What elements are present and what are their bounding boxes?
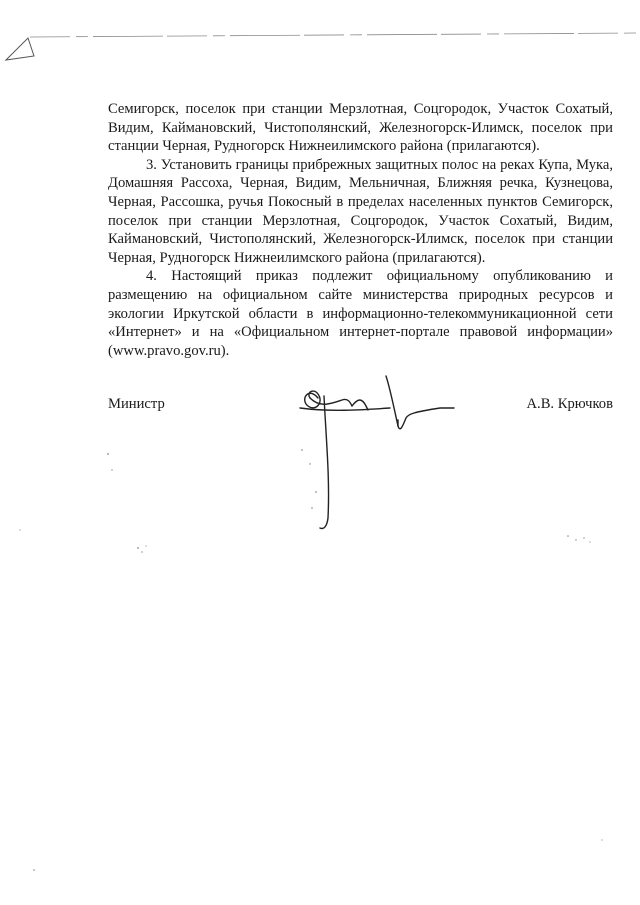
minister-position-label: Министр: [108, 396, 165, 412]
minister-name: А.В. Крючков: [526, 396, 613, 412]
paragraph-item-4: 4. Настоящий приказ подлежит официальному опубликованию и размещению на официальном сайте министерства природных ресурсов и экологии Иркутской области в информационно-телекоммуникационной сети «Интернет» и на «Официальном интернет-портале правовой информации» (www.pravo.gov.ru).: [108, 268, 613, 359]
paragraph-item-3: 3. Установить границы прибрежных защитных полос на реках Купа, Мука, Домашняя Рассоха, Черная, Видим, Мельничная, Ближняя речка, Кузнецова, Черная, Рассошка, ручья Покосный в пределах населенных пунктов Семигорск, поселок при станции Мерзлотная, Соцгородок, Участок Сохатый, Видим, Каймановский, Чистополянский, Железногорск-Илимск, поселок при станции Черная, Рудногорск Нижнеилимского района (прилагаются).: [108, 156, 613, 266]
paragraph-continuation: Семигорск, поселок при станции Мерзлотная, Соцгородок, Участок Сохатый, Видим, Каймановский, Чистополянский, Железногорск-Илимск, поселок при станции Черная, Рудногорск Нижнеилимского района (прилагаются).: [108, 101, 613, 155]
handwritten-signature-icon: [290, 368, 460, 538]
document-body: [108, 100, 613, 360]
